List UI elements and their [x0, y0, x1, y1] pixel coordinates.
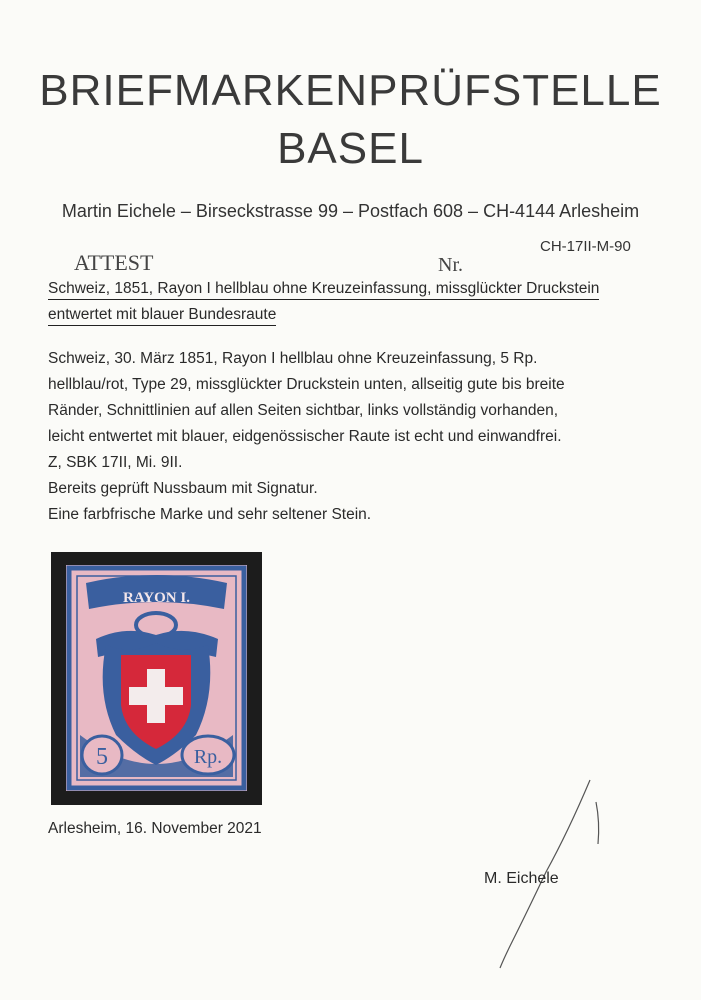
- body-line: Schweiz, 30. März 1851, Rayon I hellblau ohne Kreuzeinfassung, 5 Rp.: [48, 350, 538, 367]
- body-line: Ränder, Schnittlinien auf allen Seiten sichtbar, links vollständig vorhanden,: [48, 402, 559, 419]
- heading-line-2: entwertet mit blauer Bundesraute: [48, 306, 276, 326]
- stamp-image: [66, 565, 247, 791]
- signer-name: M. Eichele: [484, 870, 559, 887]
- certificate-label: ATTEST: [74, 250, 154, 275]
- issue-place-date: Arlesheim, 16. November 2021: [48, 820, 262, 837]
- office-name-line1: BRIEFMARKENPRÜFSTELLE: [39, 66, 662, 115]
- body-line: hellblau/rot, Type 29, missglückter Druckstein unten, allseitig gute bis breite: [48, 376, 565, 393]
- stamp-banner-text: RAYON I.: [123, 590, 190, 606]
- body-line: Eine farbfrische Marke und sehr seltener Stein.: [48, 506, 372, 523]
- body-line: Bereits geprüft Nussbaum mit Signatur.: [48, 480, 318, 497]
- stamp-photo: [51, 552, 262, 805]
- certificate-number-label: Nr.: [438, 254, 463, 276]
- stamp-value-right: Rp.: [193, 746, 223, 768]
- certificate-reference: CH-17II-M-90: [540, 238, 631, 255]
- stamp-value-left: 5: [96, 744, 108, 770]
- body-line: leicht entwertet mit blauer, eidgenössischer Raute ist echt und einwandfrei.: [48, 428, 562, 445]
- office-name-line2: BASEL: [277, 124, 424, 173]
- body-line: Z, SBK 17II, Mi. 9II.: [48, 454, 183, 471]
- heading-line-1: Schweiz, 1851, Rayon I hellblau ohne Kreuzeinfassung, missglückter Druckstein: [48, 280, 599, 300]
- office-address: Martin Eichele – Birseckstrasse 99 – Postfach 608 – CH-4144 Arlesheim: [61, 201, 640, 221]
